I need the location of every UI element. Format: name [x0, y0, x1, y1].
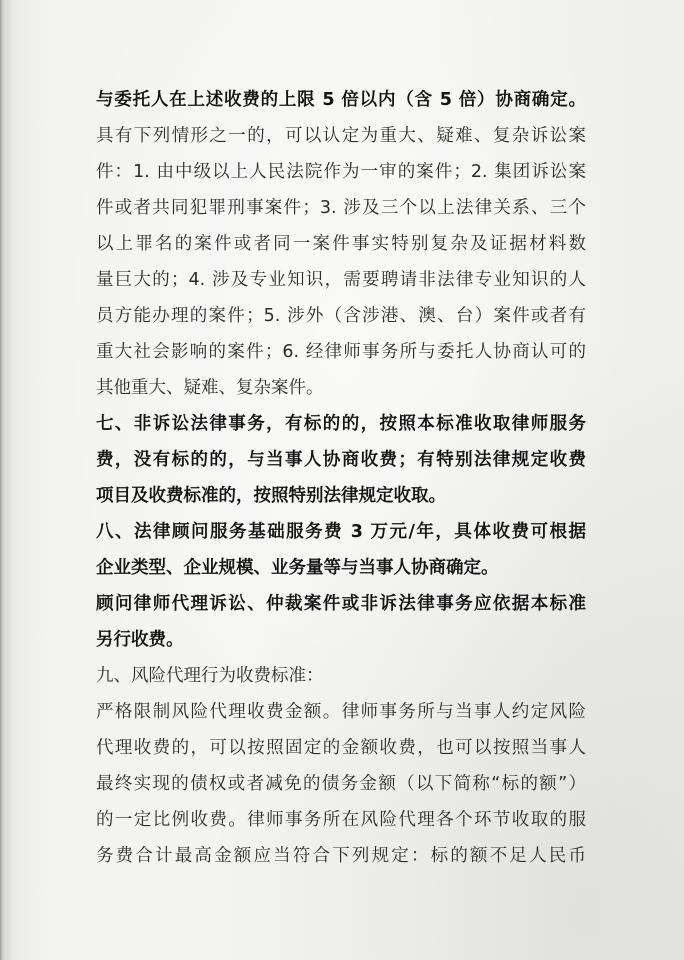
- text-line: 重大社会影响的案件；6. 经律师事务所与委托人协商认可的: [96, 342, 586, 362]
- text-line: 与委托人在上述收费的上限 5 倍以内（含 5 倍）协商确定。: [96, 90, 586, 110]
- document-body: [96, 82, 586, 874]
- section-heading: 九、风险代理行为收费标准：: [96, 666, 324, 686]
- paragraph-advisor-extra-fees: [96, 586, 586, 658]
- text-line: 最终实现的债权或者减免的债务金额（以下简称“标的额”）: [96, 774, 586, 794]
- text-line: 以上罪名的案件或者同一案件事实特别复杂及证据材料数: [96, 234, 586, 254]
- text-line: 具有下列情形之一的，可以认定为重大、疑难、复杂诉讼案: [96, 126, 586, 146]
- text-line: 量巨大的；4. 涉及专业知识，需要聘请非法律专业知识的人: [96, 270, 586, 290]
- paragraph-fee-cap: [96, 82, 586, 118]
- section-eight-legal-advisor: [96, 514, 586, 586]
- text-line: 顾问律师代理诉讼、仲裁案件或非诉法律事务应依据本标准: [96, 594, 586, 614]
- text-line: 员方能办理的案件；5. 涉外（含涉港、澳、台）案件或者有: [96, 306, 586, 326]
- text-line: 八、法律顾问服务基础服务费 3 万元/年，具体收费可根据: [96, 522, 586, 542]
- text-line: 的一定比例收费。律师事务所在风险代理各个环节收取的服: [96, 810, 586, 830]
- paragraph-risk-agency: [96, 694, 586, 874]
- text-line: 七、非诉讼法律事务，有标的的，按照本标准收取律师服务: [96, 414, 586, 434]
- section-seven-non-litigation: [96, 406, 586, 514]
- section-nine-heading: [96, 658, 586, 694]
- text-line: 其他重大、疑难、复杂案件。: [96, 378, 324, 398]
- text-line: 件：1. 由中级以上人民法院作为一审的案件；2. 集团诉讼案: [96, 162, 586, 182]
- text-line: 另行收费。: [96, 630, 184, 650]
- text-line: 代理收费的，可以按照固定的金额收费，也可以按照当事人: [96, 738, 586, 758]
- text-line: 件或者共同犯罪刑事案件；3. 涉及三个以上法律关系、三个: [96, 198, 586, 218]
- paragraph-complex-cases: [96, 118, 586, 406]
- text-line: 项目及收费标准的，按照特别法律规定收取。: [96, 486, 446, 506]
- text-line: 严格限制风险代理收费金额。律师事务所与当事人约定风险: [96, 702, 586, 722]
- text-line: 务费合计最高金额应当符合下列规定：标的额不足人民币: [96, 846, 586, 866]
- text-line: 费，没有标的的，与当事人协商收费；有特别法律规定收费: [96, 450, 586, 470]
- text-line: 企业类型、企业规模、业务量等与当事人协商确定。: [96, 558, 499, 578]
